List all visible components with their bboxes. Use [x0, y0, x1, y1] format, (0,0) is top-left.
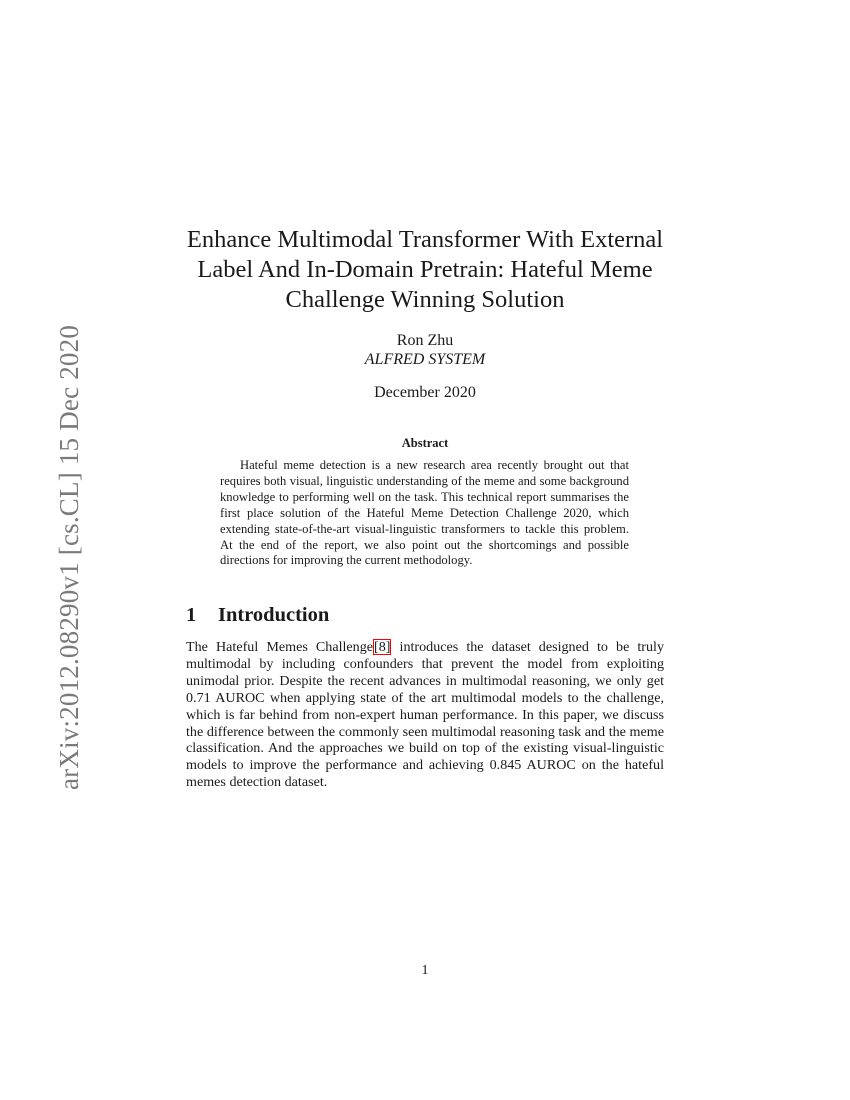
section-title: Introduction: [218, 604, 330, 626]
paper-title: Enhance Multimodal Transformer With External Label And In-Domain Pretrain: Hateful Meme Challenge Winning Solution: [186, 226, 664, 313]
page-number: 1: [421, 963, 429, 978]
abstract-text: Hateful meme detection is a new research area recently brought out that requires both visual, linguistic understanding of the meme and some background knowledge to performing well on the task. This technical report summarises the first place solution of the Hateful Meme Detection Challenge 2020, which extending state-of-the-art visual-linguistic transformers to tackle this problem. At the end of the report, we also point out the shortcomings and possible directions for improving the current methodology.: [220, 458, 629, 568]
section-number: 1: [186, 604, 197, 626]
introduction-paragraph: [186, 639, 664, 791]
author-affiliation: ALFRED SYSTEM: [364, 351, 486, 368]
citation-link[interactable]: [8]: [374, 639, 391, 655]
arxiv-sidebar-stamp: [15, 290, 84, 790]
intro-text-start: The Hateful Memes Challenge: [186, 639, 374, 655]
author-name: Ron Zhu: [396, 332, 454, 349]
publication-date: December 2020: [374, 384, 476, 401]
arxiv-identifier: arXiv:2012.08290v1 [cs.CL] 15 Dec 2020: [54, 324, 84, 790]
section-heading-introduction: [186, 603, 666, 627]
intro-text-rest: introduces the dataset designed to be truly multimodal by including confounders that prevent the model from exploiting unimodal prior. Despite the recent advances in multimodal reasoning, we only get 0.71 AUROC when applying state of the art multimodal models to the challenge, which is far behind from non-expert human performance. In this paper, we discuss the difference between the commonly seen multimodal reasoning task and the meme classification. And the approaches we build on top of the existing visual-linguistic models to improve the performance and achieving 0.845 AUROC on the hateful memes detection dataset.: [186, 639, 665, 791]
abstract-heading: Abstract: [401, 436, 449, 450]
